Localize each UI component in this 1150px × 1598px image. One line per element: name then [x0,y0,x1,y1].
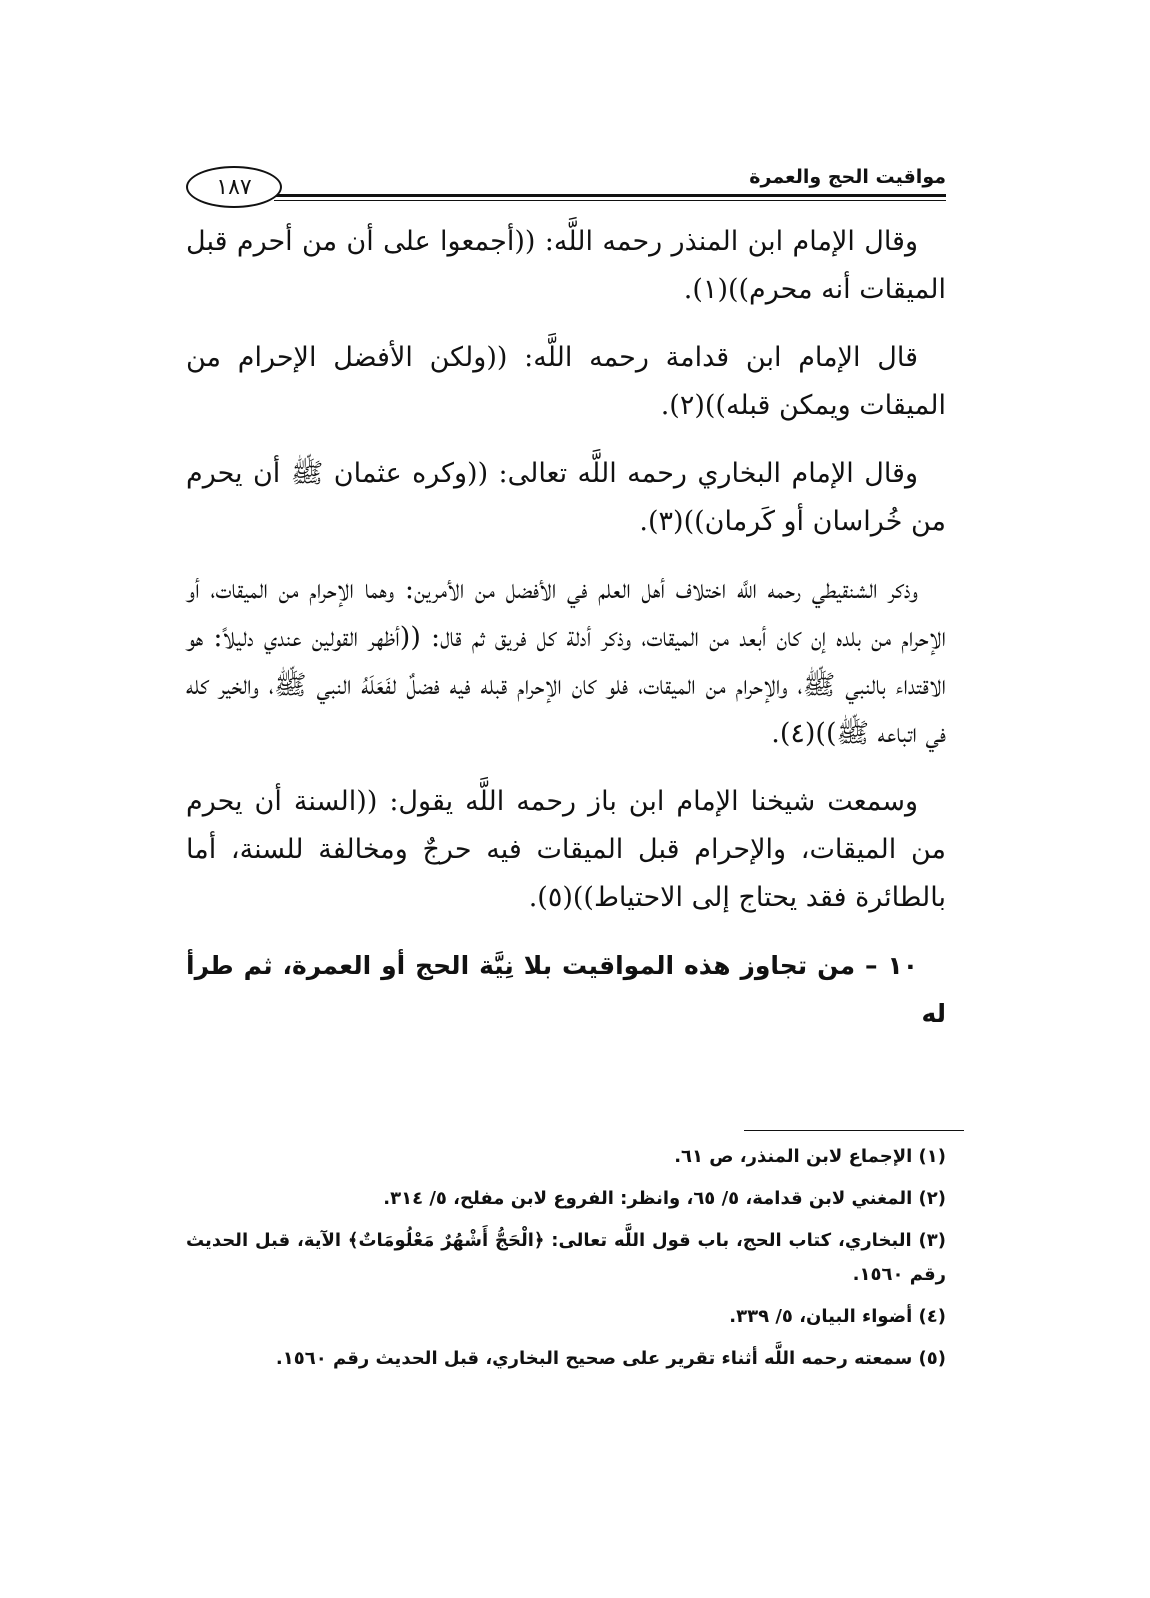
paragraph: وقال الإمام البخاري رحمه اللَّه تعالى: ((وكره عثمان ﷺ أن يحرم من خُراسان أو كَرمان))(٣). [186,458,946,537]
footnote: (٣) البخاري، كتاب الحج، باب قول اللَّه تعالى: ﴿الْحَجُّ أَشْهُرٌ مَعْلُومَاتٌ﴾ الآية، قبل الحديث رقم ١٥٦٠. [186,1230,946,1285]
page-number: ١٨٧ [186,166,282,208]
footnote: (٢) المغني لابن قدامة، ٥/ ٦٥، وانظر: الفروع لابن مفلح، ٥/ ٣١٤. [383,1188,946,1209]
running-header-title: مواقيت الحج والعمرة [749,166,946,188]
paragraph: قال الإمام ابن قدامة رحمه اللَّه: ((ولكن الأفضل الإحرام من الميقات ويمكن قبله))(٢). [186,342,946,421]
footnotes [186,1140,946,1384]
footnote-separator [744,1130,964,1131]
main-text [186,218,946,1058]
paragraph: وذكر الشنقيطي رحمه اللَّه اختلاف أهل العلم في الأفضل من الأمرين: وهما الإحرام من الميقات، أو الإحرام من بلده إن كان أبعد من الميقات، وذكر أدلة كل فريق ثم قال: ((أظهر القولين عندي دليلاً: هو الاقتداء بالنبي ﷺ، والإحرام من الميقات، فلو كان الإحرام قبله فيه فضلٌ لفَعَلَهُ النبي ﷺ، والخير كله في اتباعه ﷺ))(٤). [186,574,946,749]
paragraph: وقال الإمام ابن المنذر رحمه اللَّه: ((أجمعوا على أن من أحرم قبل الميقات أنه محرم))(١). [186,226,946,305]
footnote: (١) الإجماع لابن المنذر، ص ٦١. [674,1146,946,1167]
footnote: (٤) أضواء البيان، ٥/ ٣٣٩. [729,1306,946,1327]
footnote: (٥) سمعته رحمه اللَّه أثناء تقرير على صحيح البخاري، قبل الحديث رقم ١٥٦٠. [275,1348,946,1369]
header-rule-thin [274,200,946,201]
running-header [186,162,946,212]
paragraph: وسمعت شيخنا الإمام ابن باز رحمه اللَّه يقول: ((السنة أن يحرم من الميقات، والإحرام قبل الميقات فيه حرجٌ ومخالفة للسنة، أما بالطائرة فقد يحتاج إلى الاحتياط))(٥). [186,786,946,913]
section-heading: ١٠ – من تجاوز هذه المواقيت بلا نِيَّة الحج أو العمرة، ثم طرأ له [186,951,946,1028]
header-rule [274,194,946,197]
